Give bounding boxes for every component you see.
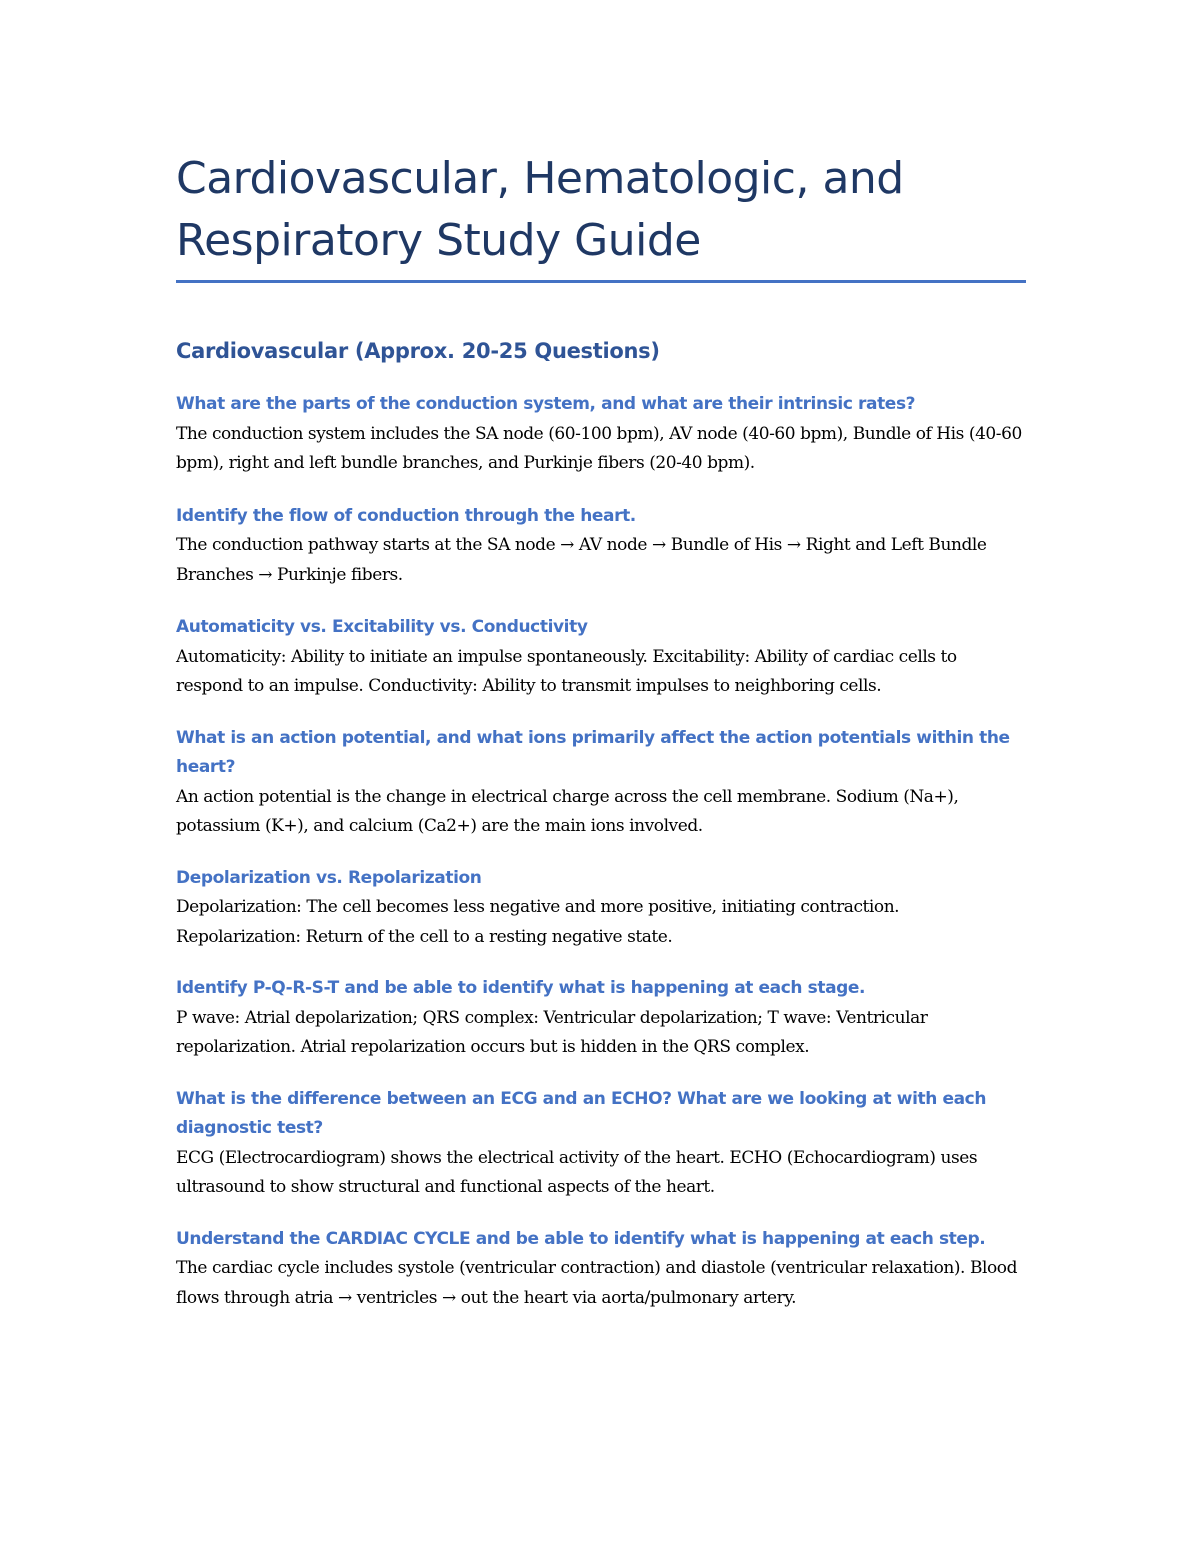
study-item xyxy=(176,1225,1026,1314)
study-question: What are the parts of the conduction system, and what are their intrinsic rates? xyxy=(176,394,916,414)
study-item xyxy=(176,724,1026,842)
study-item xyxy=(176,502,1026,591)
study-item xyxy=(176,390,1026,479)
study-question: What is an action potential, and what ions primarily affect the action potentials within the heart? xyxy=(176,727,1010,777)
study-item xyxy=(176,613,1026,702)
study-question: Depolarization vs. Repolarization xyxy=(176,867,482,888)
study-question: Identify P-Q-R-S-T and be able to identify what is happening at each stage. xyxy=(176,978,866,998)
study-answer: Depolarization: The cell becomes less negative and more positive, initiating contraction. Repolarization: Return of the cell to a resting negative state. xyxy=(176,897,900,947)
study-answer: P wave: Atrial depolarization; QRS complex: Ventricular depolarization; T wave: Ventricular repolarization. Atrial repolarization occurs but is hidden in the QRS complex. xyxy=(176,1007,928,1057)
study-answer: An action potential is the change in electrical charge across the cell membrane. Sodium (Na+), potassium (K+), and calcium (Ca2+) are the main ions involved. xyxy=(176,786,959,836)
study-answer: Automaticity: Ability to initiate an impulse spontaneously. Excitability: Ability of cardiac cells to respond to an impulse. Conductivity: Ability to transmit impulses to neighboring cells. xyxy=(176,646,957,696)
study-answer: The cardiac cycle includes systole (ventricular contraction) and diastole (ventricular relaxation). Blood flows through atria → ventricles → out the heart via aorta/pulmonary artery. xyxy=(176,1258,1018,1308)
study-answer: The conduction pathway starts at the SA node → AV node → Bundle of His → Right and Left Bundle Branches → Purkinje fibers. xyxy=(176,535,987,585)
study-question: Identify the flow of conduction through the heart. xyxy=(176,505,636,526)
study-item xyxy=(176,1085,1026,1203)
study-answer: ECG (Electrocardiogram) shows the electrical activity of the heart. ECHO (Echocardiogram) uses ultrasound to show structural and functional aspects of the heart. xyxy=(176,1147,978,1197)
study-item xyxy=(176,974,1026,1063)
study-item xyxy=(176,864,1026,953)
study-question: Automaticity vs. Excitability vs. Conductivity xyxy=(176,617,588,637)
study-question: What is the difference between an ECG and an ECHO? What are we looking at with each diagnostic test? xyxy=(176,1088,987,1138)
section-heading-cardiovascular: Cardiovascular (Approx. 20-25 Questions) xyxy=(176,339,660,363)
study-answer: The conduction system includes the SA node (60-100 bpm), AV node (40-60 bpm), Bundle of His (40-60 bpm), right and left bundle branches, and Purkinje fibers (20-40 bpm). xyxy=(176,423,1022,473)
study-question: Understand the CARDIAC CYCLE and be able to identify what is happening at each step. xyxy=(176,1228,986,1249)
document-title: Cardiovascular, Hematologic, and Respiratory Study Guide xyxy=(176,148,1026,283)
document-page xyxy=(176,148,1026,1313)
